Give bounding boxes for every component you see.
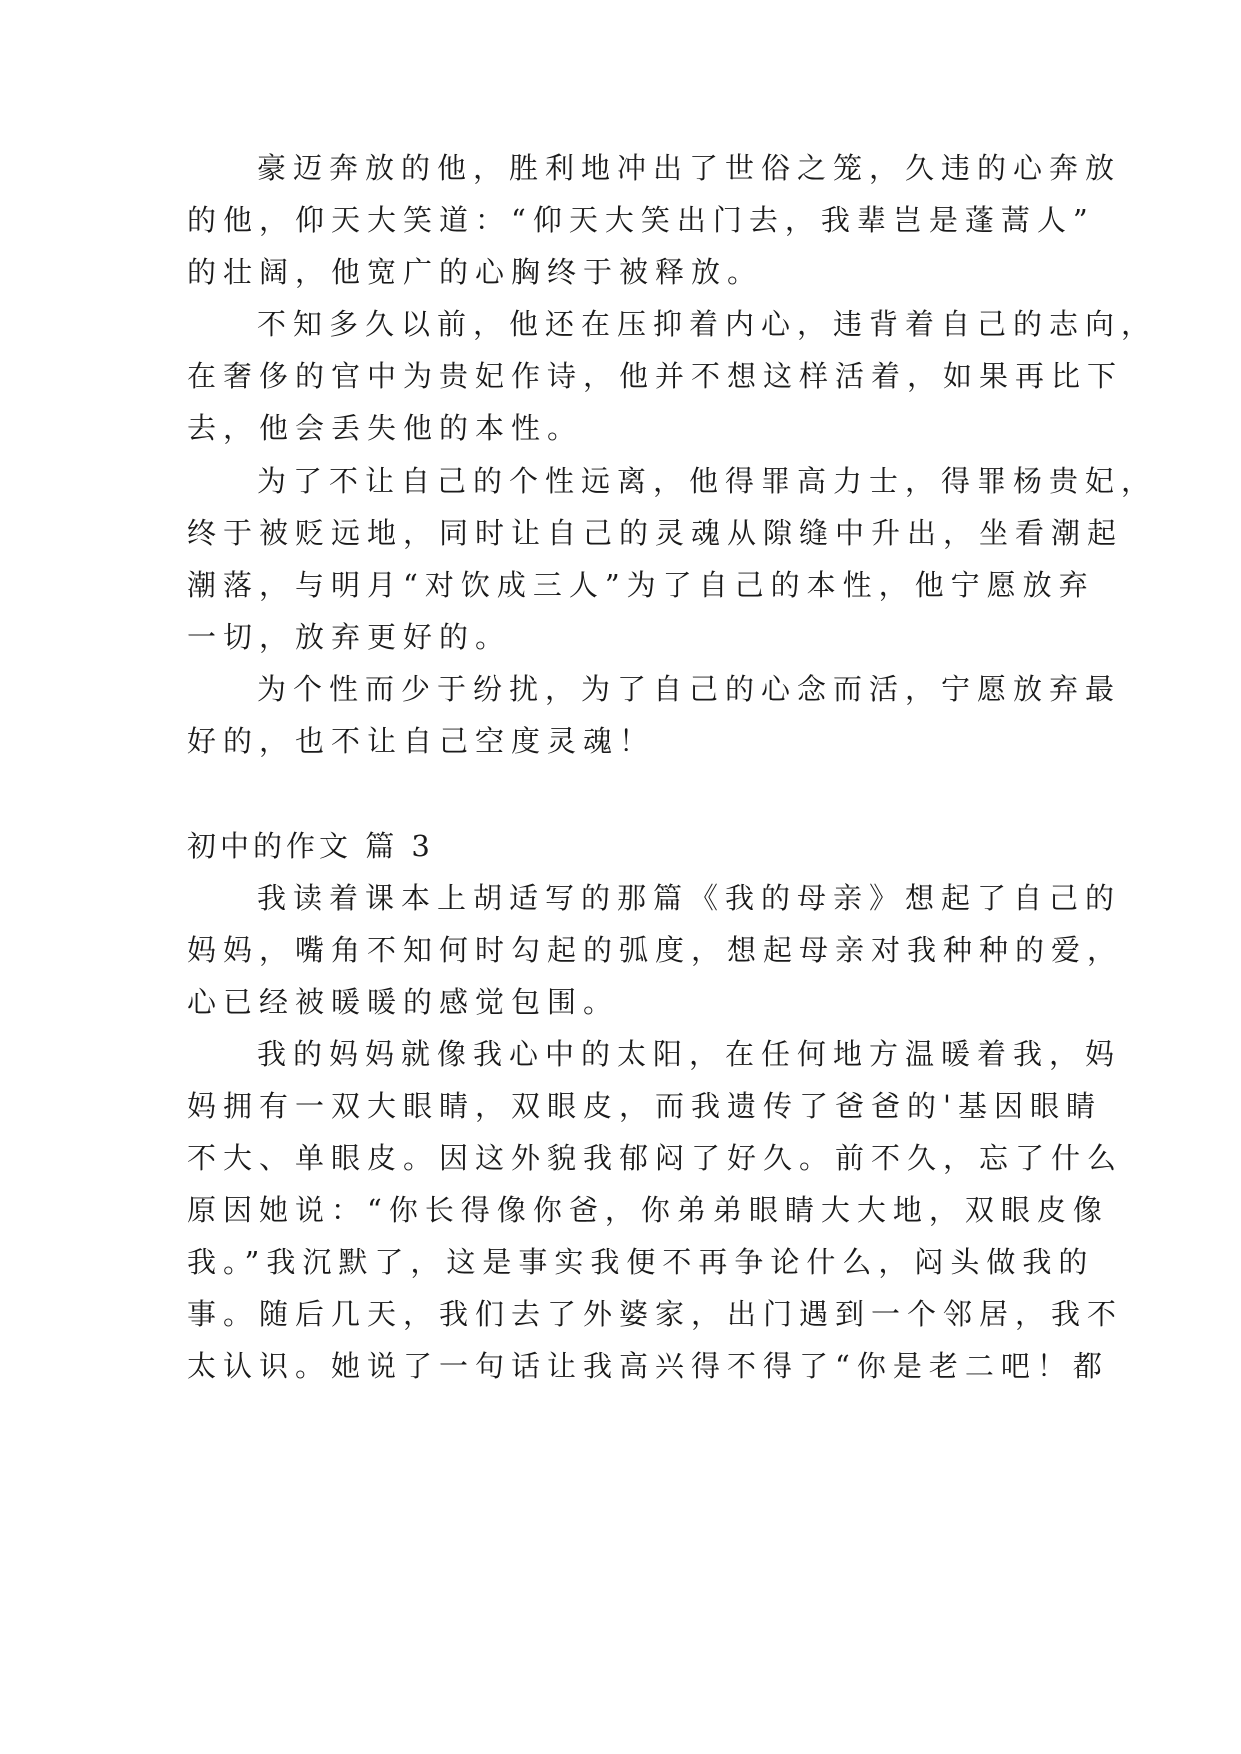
section-heading: 初中的作文 篇 3: [187, 829, 434, 863]
paragraph-line: 好的，也不让自己空度灵魂！: [187, 724, 656, 758]
paragraph-line: 潮落，与明月“对饮成三人”为了自己的本性，他宁愿放弃: [187, 568, 1095, 602]
paragraph-line: 原因她说：“你长得像你爸，你弟弟眼睛大大地，双眼皮像: [187, 1193, 1109, 1227]
paragraph-line: 的他，仰天大笑道：“仰天大笑出门去，我辈岂是蓬蒿人”: [187, 203, 1095, 237]
paragraph-line: 一切，放弃更好的。: [187, 620, 512, 654]
paragraph-line: 心已经被暖暖的感觉包围。: [187, 985, 620, 1019]
paragraph-line: 我读着课本上胡适写的那篇《我的母亲》想起了自己的: [257, 881, 1122, 915]
paragraph-line: 妈拥有一双大眼睛，双眼皮，而我遗传了爸爸的'基因眼睛: [187, 1089, 1102, 1123]
paragraph-line: 的壮阔，他宽广的心胸终于被释放。: [187, 255, 764, 289]
paragraph-line: 太认识。她说了一句话让我高兴得不得了“你是老二吧！都: [187, 1349, 1109, 1383]
paragraph-line: 终于被贬远地，同时让自己的灵魂从隙缝中升出，坐看潮起: [187, 516, 1124, 550]
paragraph-line: 为个性而少于纷扰，为了自己的心念而活，宁愿放弃最: [257, 672, 1122, 706]
paragraph-line: 不大、单眼皮。因这外貌我郁闷了好久。前不久，忘了什么: [187, 1141, 1124, 1175]
paragraph-line: 我。”我沉默了，这是事实我便不再争论什么，闷头做我的: [187, 1245, 1095, 1279]
paragraph-line: 事。随后几天，我们去了外婆家，出门遇到一个邻居，我不: [187, 1297, 1124, 1331]
paragraph-line: 为了不让自己的个性远离，他得罪高力士，得罪杨贵妃，: [257, 464, 1158, 498]
paragraph-line: 去，他会丢失他的本性。: [187, 411, 584, 445]
paragraph-line: 不知多久以前，他还在压抑着内心，违背着自己的志向，: [257, 307, 1158, 341]
paragraph-line: 豪迈奔放的他，胜利地冲出了世俗之笼，久违的心奔放: [257, 151, 1122, 185]
paragraph-line: 我的妈妈就像我心中的太阳，在任何地方温暖着我，妈: [257, 1037, 1122, 1071]
paragraph-line: 在奢侈的官中为贵妃作诗，他并不想这样活着，如果再比下: [187, 359, 1124, 393]
paragraph-line: 妈妈，嘴角不知何时勾起的弧度，想起母亲对我种种的爱，: [187, 933, 1124, 967]
